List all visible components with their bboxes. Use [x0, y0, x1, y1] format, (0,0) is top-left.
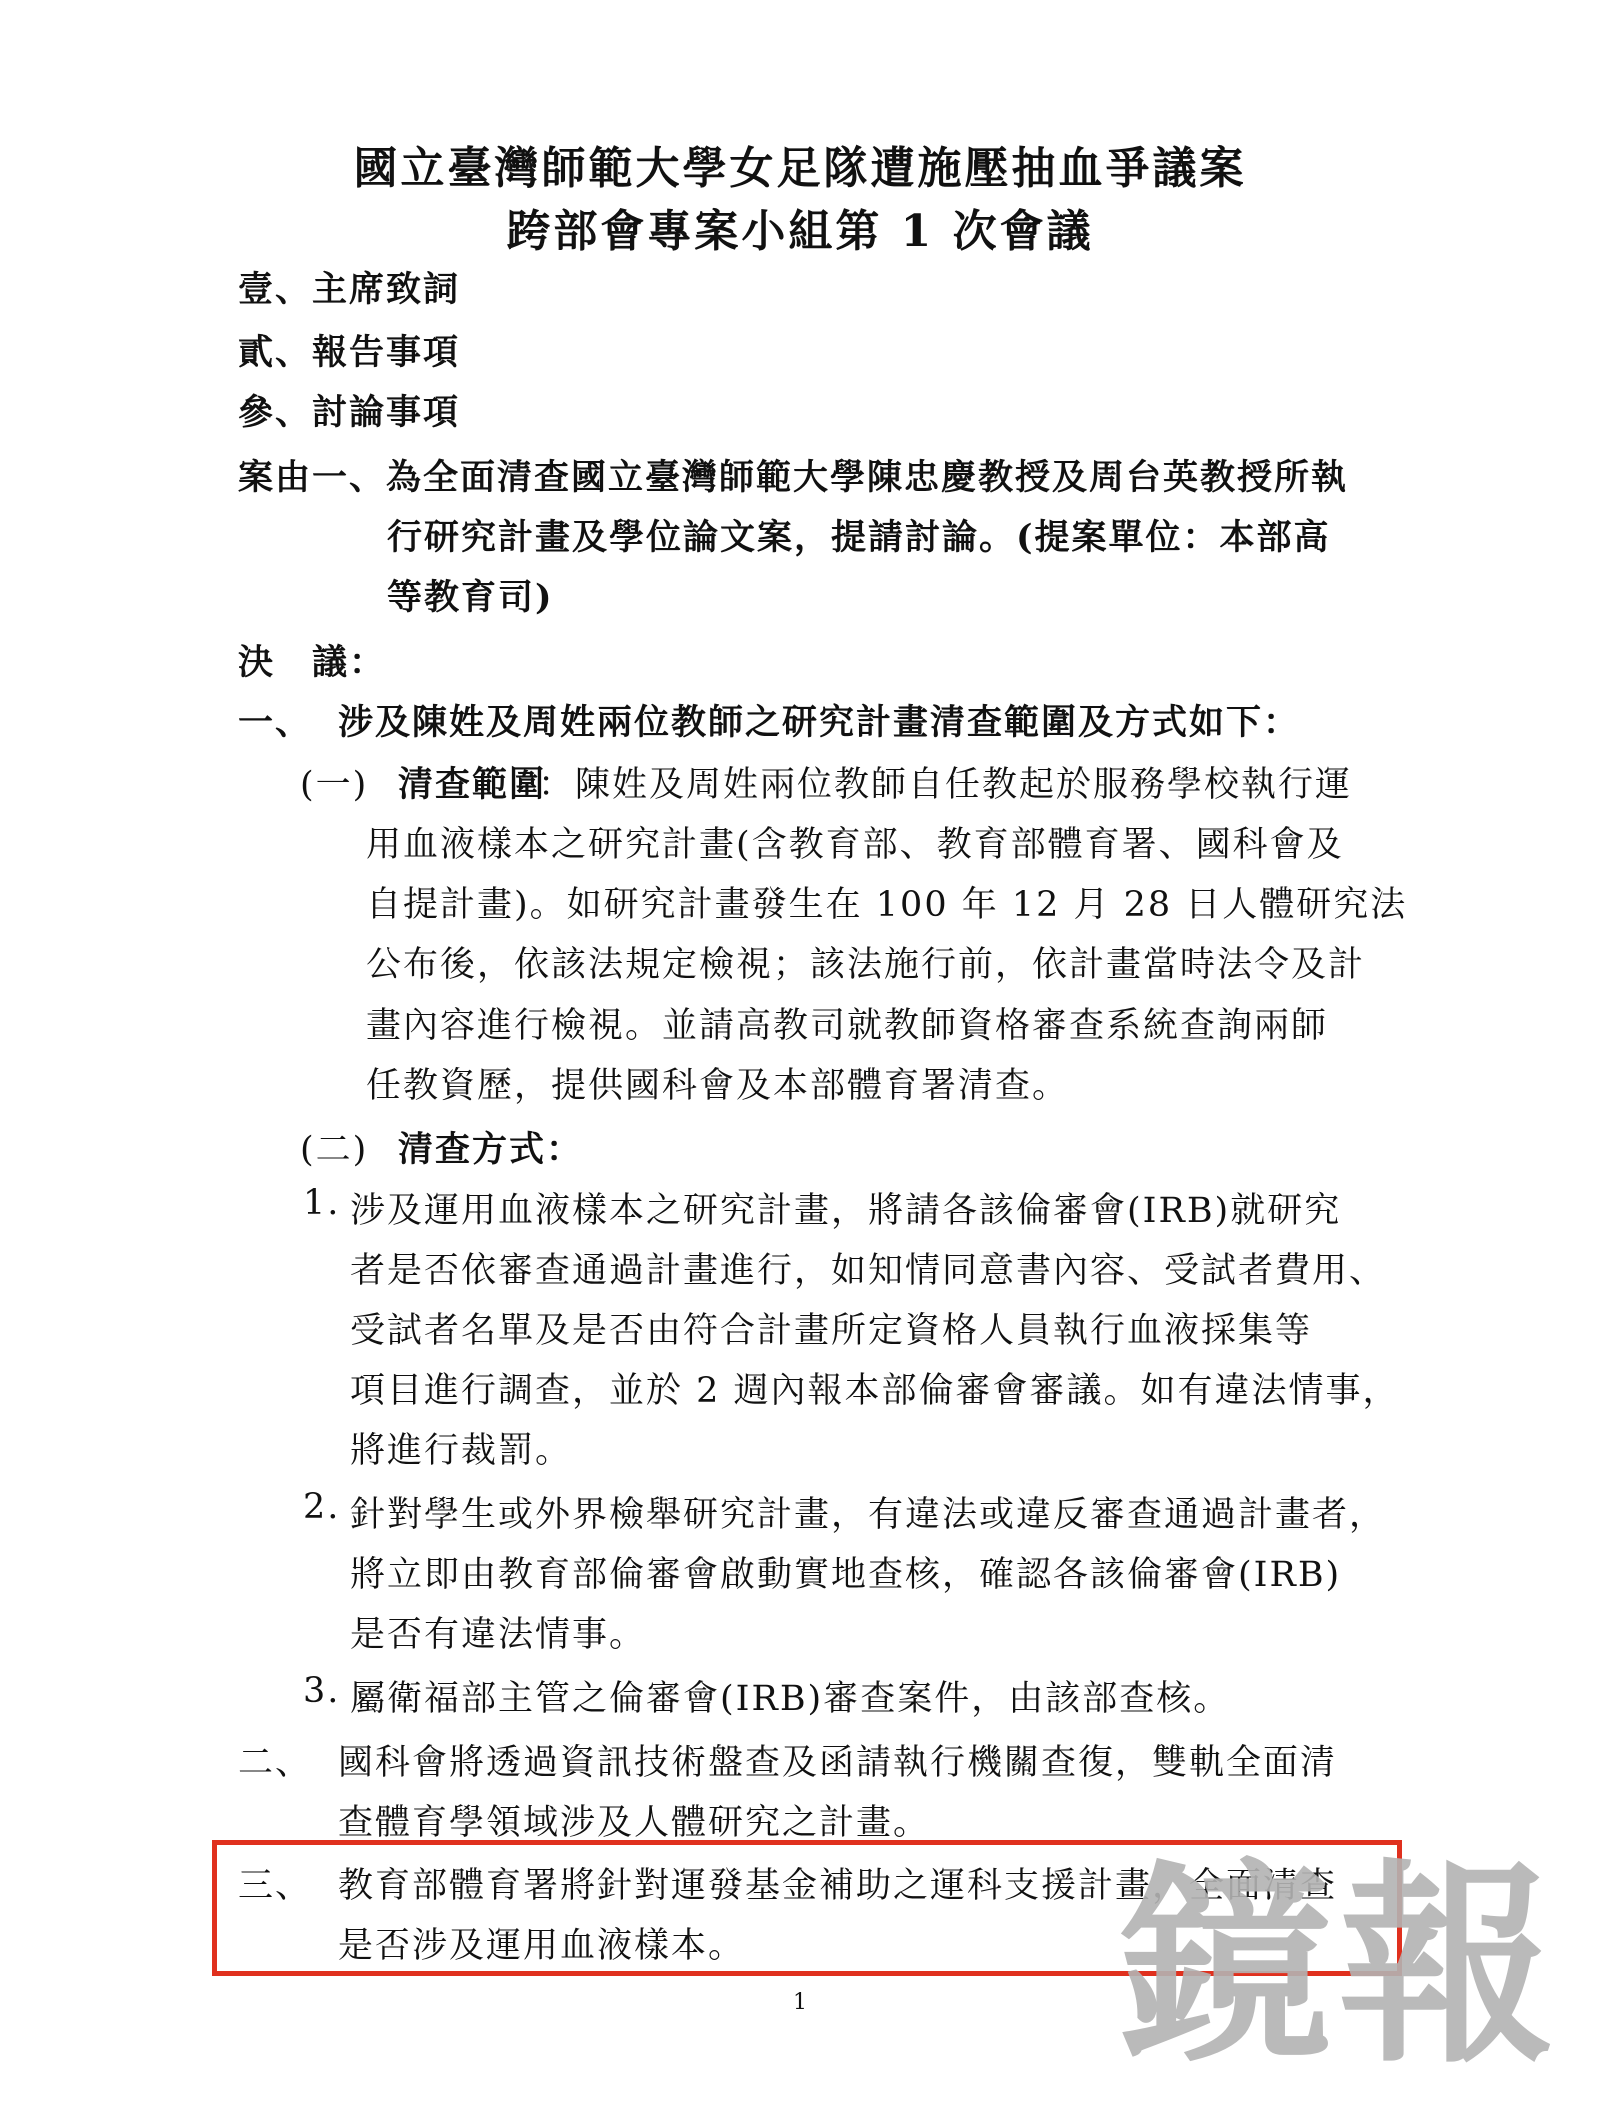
resolution-item2-line2: 查體育學領域涉及人體研究之計畫。 — [338, 1803, 931, 1843]
scope-line1: ：陳姓及周姓兩位教師自任教起於服務學校執行運 — [538, 765, 1353, 805]
case1-line2: 行研究計畫及學位論文案，提請討論。(提案單位：本部高 — [387, 517, 1331, 558]
document-title-line1: 國立臺灣師範大學女足隊遭施壓抽血爭議案 — [353, 143, 1247, 194]
method-item3-number: 3. — [303, 1671, 341, 1711]
method-item2-number: 2. — [303, 1487, 341, 1527]
method-item2-line3: 是否有違法情事。 — [350, 1615, 647, 1655]
resolution-item1-text: 涉及陳姓及周姓兩位教師之研究計畫清查範圍及方式如下： — [338, 702, 1301, 743]
method-item1-number: 1. — [303, 1183, 341, 1223]
scope-line4: 公布後，依該法規定檢視；該法施行前，依計畫當時法令及計 — [366, 945, 1366, 985]
watermark-logo: 鏡報 — [1118, 1841, 1560, 2092]
scope-label: (一) — [300, 765, 369, 805]
method-label: (二) — [300, 1130, 369, 1170]
case1-line3: 等教育司) — [387, 577, 554, 618]
resolution-item2-label: 二、 — [238, 1743, 313, 1783]
method-item2-line1: 針對學生或外界檢舉研究計畫，有違法或違反審查通過計畫者， — [350, 1495, 1387, 1535]
method-item1-line5: 將進行裁罰。 — [350, 1431, 573, 1471]
scope-line3: 自提計畫)。如研究計畫發生在 100 年 12 月 28 日人體研究法 — [366, 885, 1408, 925]
method-item1-line3: 受試者名單及是否由符合計畫所定資格人員執行血液採集等 — [350, 1311, 1313, 1351]
resolution-item2-line1: 國科會將透過資訊技術盤查及函請執行機關查復，雙軌全面清 — [338, 1743, 1338, 1783]
method-item1-line2: 者是否依審查通過計畫進行，如知情同意書內容、受試者費用、 — [350, 1251, 1387, 1291]
resolution-item3-line2: 是否涉及運用血液樣本。 — [338, 1926, 746, 1966]
scope-heading: 清查範圍 — [398, 764, 547, 805]
resolution-item3-label: 三、 — [238, 1866, 313, 1906]
resolution-item3-line1: 教育部體育署將針對運發基金補助之運科支援計畫，全面清查 — [338, 1866, 1338, 1906]
agenda-item-discussion: 參、討論事項 — [238, 392, 461, 433]
method-item1-line1: 涉及運用血液樣本之研究計畫，將請各該倫審會(IRB)就研究 — [350, 1191, 1342, 1231]
method-item1-line4: 項目進行調查，並於 2 週內報本部倫審會審議。如有違法情事， — [350, 1371, 1400, 1411]
scope-line6: 任教資歷，提供國科會及本部體育署清查。 — [366, 1066, 1070, 1106]
method-item3-line1: 屬衛福部主管之倫審會(IRB)審查案件，由該部查核。 — [350, 1679, 1231, 1719]
scope-line5: 畫內容進行檢視。並請高教司就教師資格審查系統查詢兩師 — [366, 1006, 1329, 1046]
method-item2-line2: 將立即由教育部倫審會啟動實地查核，確認各該倫審會(IRB) — [350, 1555, 1342, 1595]
scope-line2: 用血液樣本之研究計畫(含教育部、教育部體育署、國科會及 — [366, 825, 1344, 865]
agenda-item-reports: 貳、報告事項 — [238, 332, 461, 373]
resolution-item1-label: 一、 — [238, 702, 313, 743]
case1-line1: 案由一、為全面清查國立臺灣師範大學陳忠慶教授及周台英教授所執 — [238, 457, 1349, 498]
agenda-item-opening: 壹、主席致詞 — [238, 269, 461, 310]
resolution-heading: 決 議： — [238, 642, 387, 683]
document-title-line2: 跨部會專案小組第 1 次會議 — [506, 206, 1094, 257]
page-number: 1 — [793, 1990, 807, 2015]
method-heading: 清查方式： — [398, 1129, 584, 1170]
